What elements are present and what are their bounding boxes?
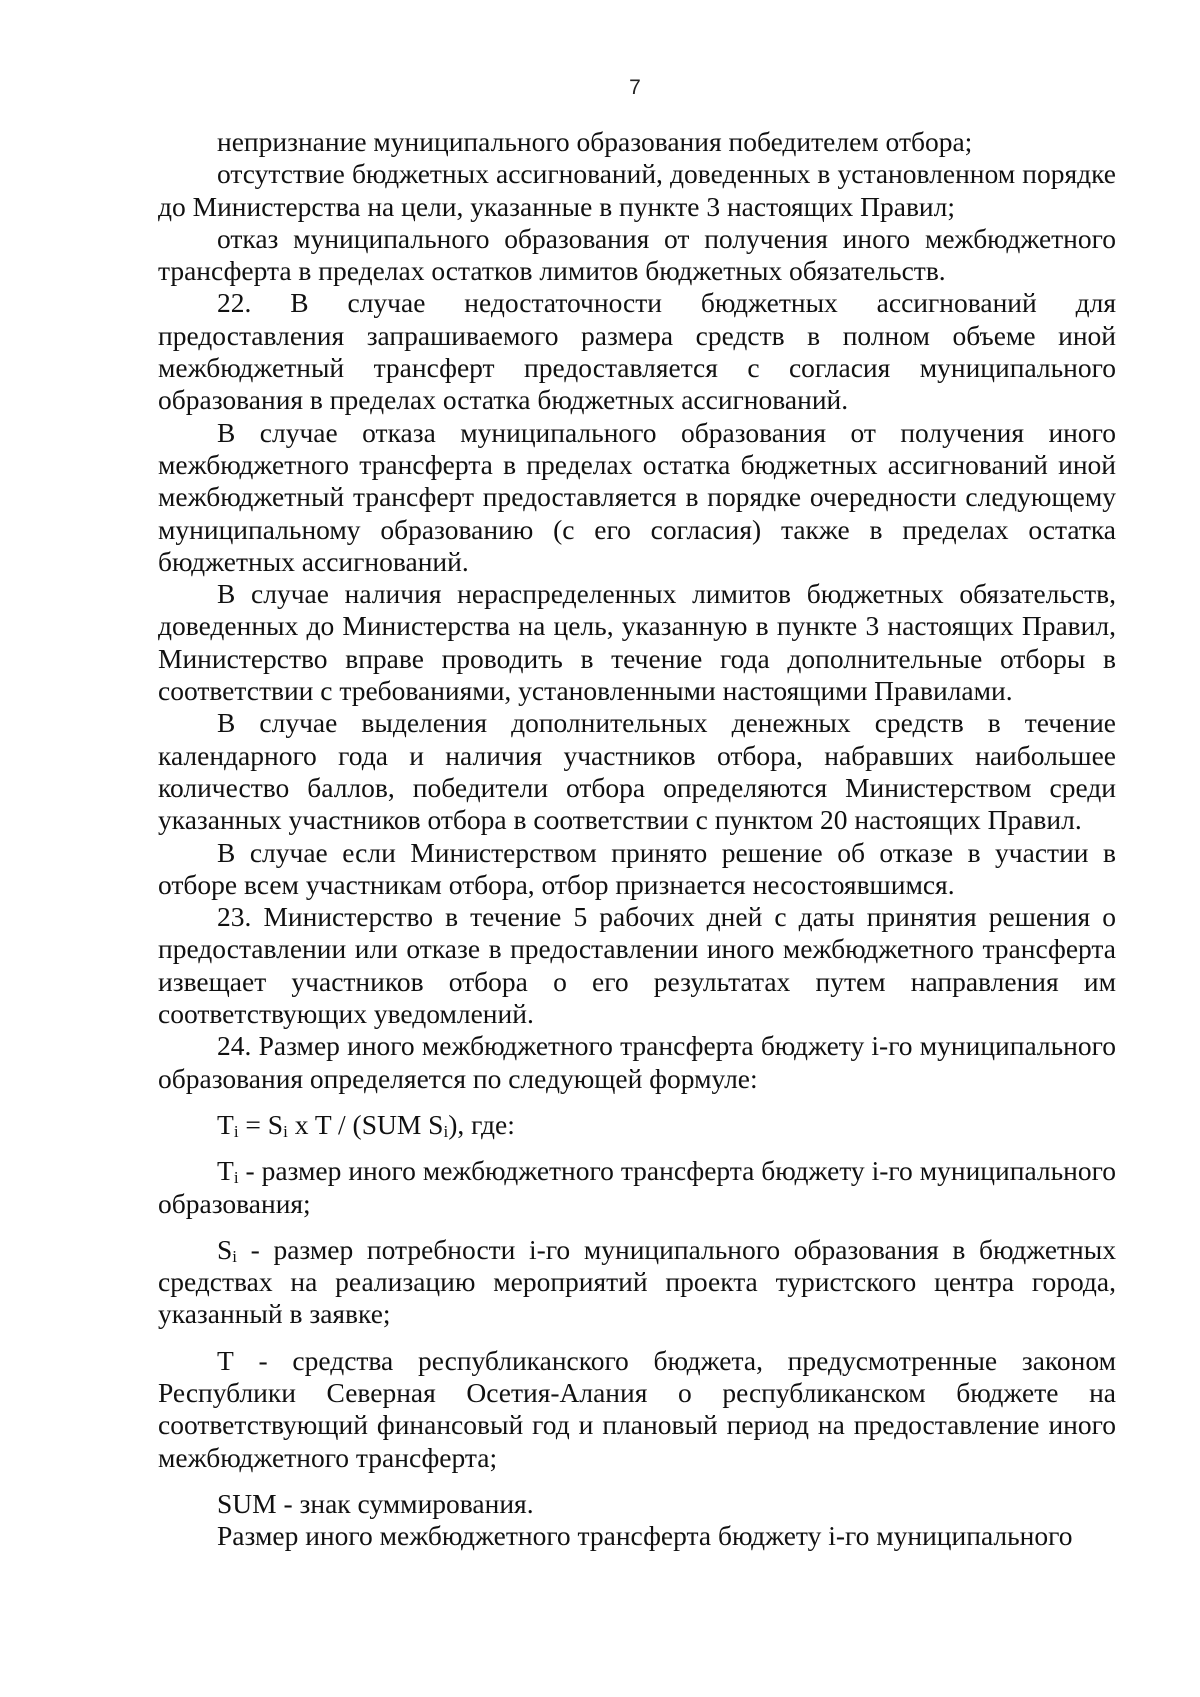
paragraph-refusal: В случае отказа муниципального образования от получения иного межбюджетного трансферта в пределах остатка бюджетных ассигнований иной межбюджетный трансферт предоставляется в порядке очередности следующему муниципальному образованию (с его согласия) также в пределах остатка бюджетных ассигнований. [158,416,1116,577]
paragraph-23: 23. Министерство в течение 5 рабочих дней с даты принятия решения о предоставлении или отказе в предоставлении иного межбюджетного трансферта извещает участников отбора о его результатах путем направления им соответствующих уведомлений. [158,901,1116,1030]
paragraph-3: отказ муниципального образования от получения иного межбюджетного трансферта в пределах остатков лимитов бюджетных обязательств. [158,222,1116,287]
definition-sum: SUM - знак суммирования. [217,1487,534,1519]
definition-si: $S_i$ - размер потребности i-го муниципального образования в бюджетных средствах на реализацию мероприятий проекта туристского центра города, указанный в заявке; [158,1233,1116,1330]
page-number: 7 [629,76,641,99]
document-body [158,126,1116,1552]
paragraph-2: отсутствие бюджетных ассигнований, доведенных в установленном порядке до Министерства на цели, указанные в пункте 3 настоящих Правил; [158,158,1116,222]
formula: $T_i = S_i$ x T / (SUM $S_i$), где: [217,1108,515,1141]
paragraph-24: 24. Размер иного межбюджетного трансферта бюджету i-го муниципального образования определяется по следующей формуле: [158,1030,1116,1094]
paragraph-final: Размер иного межбюджетного трансферта бюджету i-го муниципального [217,1520,1073,1552]
definition-ti: $T_i$ - размер иного межбюджетного трансферта бюджету i-го муниципального образования; [158,1155,1116,1219]
paragraph-22: 22. В случае недостаточности бюджетных ассигнований для предоставления запрашиваемого размера средств в полном объеме иной межбюджетный трансферт предоставляется с согласия муниципального образования в пределах остатка бюджетных ассигнований. [158,287,1116,416]
paragraph-additional-funds: В случае выделения дополнительных денежных средств в течение календарного года и наличия участников отбора, набравших наибольшее количество баллов, победители отбора определяются Министерством среди указанных участников отбора в соответствии с пунктом 20 настоящих Правил. [158,707,1116,836]
paragraph-1: непризнание муниципального образования победителем отбора; [217,126,973,157]
definition-t: Т - средства республиканского бюджета, предусмотренные законом Республики Северная Осетия-Алания о республиканском бюджете на соответствующий финансовый год и плановый период на предоставление иного межбюджетного трансферта; [158,1344,1116,1473]
paragraph-failed-selection: В случае если Министерством принято решение об отказе в участии в отборе всем участникам отбора, отбор признается несостоявшимся. [158,836,1116,900]
paragraph-unallocated: В случае наличия нераспределенных лимитов бюджетных обязательств, доведенных до Министерства на цель, указанную в пункте 3 настоящих Правил, Министерство вправе проводить в течение года дополнительные отборы в соответствии с требованиями, установленными настоящими Правилами. [158,578,1116,707]
